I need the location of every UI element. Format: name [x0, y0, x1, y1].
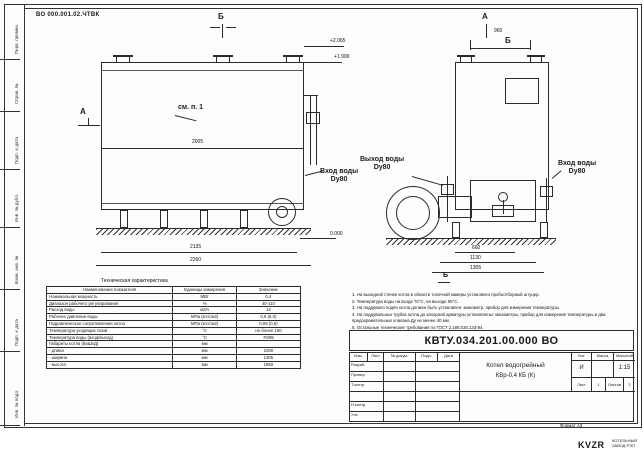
dim-960: 960	[494, 28, 503, 34]
technical-spec-table	[46, 286, 301, 369]
boiler-front-top-inner	[101, 70, 304, 71]
left-label-5: Подп. и дата	[14, 318, 19, 346]
dim-1305-line	[432, 272, 544, 273]
note-4: 4. На поддувальных трубах котла до запорной арматуры установлены: манометры, прибор для измерения температуры и два предохранительных клапана Ду не менее 40 мм.	[352, 312, 606, 324]
stamp-date-6	[416, 412, 460, 422]
stamp-role-tkontr: Т.контр.	[350, 382, 384, 392]
elevation-2065-line	[304, 46, 344, 47]
spec-r4-c0: Гидравлическое сопротивление котла	[47, 320, 173, 327]
spec-temp-c2: 70/95	[236, 334, 300, 341]
format-value-text: А3	[576, 423, 583, 428]
callout-inlet-left-dn: Dy80	[330, 176, 348, 184]
dim-1130-line	[440, 262, 536, 263]
section-line-a-vert	[486, 24, 487, 38]
stamp-role-blank	[350, 392, 384, 402]
stamp-sign-4	[384, 392, 416, 402]
stamp-col-list: Лист	[368, 353, 384, 362]
elevation-1900-line	[304, 62, 342, 63]
spec-r2-c1: м3/ч	[173, 307, 236, 314]
dim-2005: 2005	[192, 139, 204, 145]
section-b-right-tick	[470, 40, 471, 50]
spec-temp-c0: Температура воды (вход/выход)	[47, 334, 173, 341]
dim-1130: 1130	[470, 255, 481, 261]
view-mark-a-top: А	[482, 12, 488, 21]
stamp-sign-6	[384, 412, 416, 422]
side-top-nozzle-right-flange	[527, 55, 545, 57]
stamp-scale-header: Масштаб	[614, 353, 635, 361]
table-row	[47, 354, 301, 361]
spec-r7-c1: мм	[173, 348, 236, 355]
stamp-lit-value: И	[572, 361, 592, 378]
table-row	[47, 361, 301, 368]
callout-inlet-left-text: Вход воды	[320, 168, 359, 175]
stamp-sign-3	[384, 382, 416, 392]
support-leg-2	[160, 210, 168, 228]
burner-duct-side	[438, 196, 472, 218]
spec-temp-c1: °С	[173, 334, 236, 341]
ground-hatch-front	[96, 229, 311, 235]
stamp-col-data: Дата	[438, 353, 460, 362]
note-5: 5. Остальные технические требования по ГОСТ 2.188.030.133-84.	[352, 325, 484, 331]
outlet-riser-front-2	[316, 95, 317, 165]
spec-r1-c1: %	[173, 300, 236, 307]
stamp-product-sub-text: КВр-0,4 КБ (К)	[495, 373, 536, 379]
spec-r7-c2: 2260	[236, 348, 300, 355]
elevation-0000: 0.000	[330, 231, 343, 237]
company-logo	[578, 440, 605, 450]
elevation-1900: +1.900	[334, 54, 350, 60]
spec-r3-c1: МПа (кгс/см2)	[173, 314, 236, 321]
dim-2135: 2135	[190, 244, 202, 250]
spec-r5-c2: не более 150	[236, 327, 300, 334]
stamp-role-razrab: Разраб.	[350, 362, 384, 372]
burner-front-inner	[276, 206, 288, 218]
note-3: 3. На поддувало подён котла должен быть установлен: манометр, прибор для измерения температуры.	[352, 305, 560, 311]
dim-660: 660	[472, 245, 481, 251]
stamp-col-podp: Подп.	[416, 353, 438, 362]
spec-title: Техническая характеристика	[101, 278, 168, 284]
spec-r5-c1: °С	[173, 327, 236, 334]
view-mark-b-bottom-text: Б	[443, 272, 449, 279]
stamp-sheet-label: Лист	[572, 378, 592, 392]
elevation-0000-line	[300, 238, 336, 239]
side-hatch-panel	[505, 78, 539, 104]
spec-r8-c0: - ширина	[47, 354, 173, 361]
stamp-role-nkontr: Н.контр.	[350, 402, 384, 412]
stamp-sheet-num: 1	[592, 378, 606, 392]
dim-2260-line	[96, 265, 311, 266]
spec-r7-c0: - длина	[47, 348, 173, 355]
technical-notes	[352, 292, 614, 332]
section-b-right-line	[470, 48, 530, 49]
stamp-product-title-text: Котел водогрейный	[486, 362, 545, 369]
spec-header-0: Наименование показателя	[47, 287, 173, 294]
spec-r4-c1: МПа (кгс/см2)	[173, 320, 236, 327]
top-nozzle-mid-flange	[213, 55, 233, 57]
side-top-nozzle-left-flange	[457, 55, 475, 57]
spec-r2-c2: 14	[236, 307, 300, 314]
spec-r3-c0: Рабочее давление воды	[47, 314, 173, 321]
callout-see-note-text: см. п. 1	[178, 104, 203, 111]
stamp-lit-header: Лит.	[572, 353, 592, 361]
spec-r9-c0: - высота	[47, 361, 173, 368]
section-line-b-h1	[210, 27, 220, 28]
stamp-date-5	[416, 402, 460, 412]
spec-r0-c2: 0,4	[236, 293, 300, 300]
spec-r8-c2: 1305	[236, 354, 300, 361]
stamp-mass-header: Масса	[592, 353, 614, 361]
stamp-scale-value: 1:15	[614, 361, 635, 378]
stamp-role-prover: Провер.	[350, 372, 384, 382]
spec-r5-c0: Температура уходящих газов	[47, 327, 173, 334]
view-mark-b-right: Б	[505, 36, 511, 45]
boiler-body-front	[101, 62, 304, 210]
burner-plate	[492, 205, 514, 217]
section-b-bottom-line	[438, 282, 450, 283]
table-row	[47, 314, 301, 321]
stamp-sheets-label: Листов	[606, 378, 624, 392]
spec-r8-c1: мм	[173, 354, 236, 361]
designation-block	[349, 330, 634, 351]
callout-inlet-right-text: Вход воды	[558, 160, 597, 167]
table-row	[47, 293, 301, 300]
view-mark-b-top: Б	[218, 12, 224, 21]
dim-2260: 2260	[190, 257, 202, 263]
spec-header-1: Единицы измерения	[173, 287, 236, 294]
spec-header-row	[47, 287, 301, 294]
spec-r6-c1: мм	[173, 341, 236, 348]
section-arrow-a-left	[88, 118, 89, 126]
dim-660-line	[455, 252, 515, 253]
top-nozzle-right-flange	[283, 55, 303, 57]
note-1: 1. На выходной стенке котла в области топочной камеры установлен пробоотборный штуцер.	[352, 292, 540, 297]
callout-inlet-right-dn: Dy80	[568, 168, 586, 176]
spec-r9-c1: мм	[173, 361, 236, 368]
top-designation: ВО 000.001.02.ЧТВК	[36, 12, 100, 18]
outlet-riser-front	[310, 95, 311, 165]
side-valve-out	[441, 184, 454, 195]
callout-outlet-dn: Dy80	[373, 164, 391, 172]
table-row	[47, 307, 301, 314]
spec-r6-c2	[236, 341, 300, 348]
callout-see-note-1	[178, 104, 203, 112]
left-label-1: Справ. №	[14, 83, 19, 104]
left-label-0: Перв. примен.	[14, 23, 19, 54]
stamp-col-izm: Изм.	[350, 353, 368, 362]
stamp-sheets-num: 2	[624, 378, 635, 392]
spec-header-2: Значение	[236, 287, 300, 294]
side-support-right	[540, 222, 548, 238]
company-sub: КОТЕЛЬНЫЙ ЗАВОД РЭП	[612, 438, 638, 448]
support-leg-1	[120, 210, 128, 228]
stamp-mass-value	[592, 361, 614, 378]
table-row	[47, 320, 301, 327]
stamp-date-2	[416, 372, 460, 382]
outlet-valve-front	[306, 112, 320, 124]
left-label-4: Взам. инв. №	[14, 255, 19, 284]
callout-inlet-right	[558, 160, 596, 176]
spec-r2-c0: Расход воды	[47, 307, 173, 314]
top-nozzle-left-flange	[113, 55, 133, 57]
support-leg-4	[240, 210, 248, 228]
view-mark-b-bottom	[443, 272, 448, 279]
spec-r4-c2: 0,06 (0,6)	[236, 320, 300, 327]
stamp-sign-5	[384, 402, 416, 412]
dim-2135-line	[101, 252, 297, 253]
format-label	[560, 423, 582, 428]
ground-hatch-side	[386, 239, 556, 245]
side-support-left	[452, 222, 460, 238]
left-label-6: Инв. № подл.	[14, 389, 19, 418]
stamp-sign-2	[384, 372, 416, 382]
section-b-right-tick2	[530, 40, 531, 50]
spec-r0-c0: Номинальная мощность	[47, 293, 173, 300]
view-mark-a-left: А	[80, 107, 86, 116]
section-line-b-vert	[222, 24, 223, 38]
spec-r1-c2: 40-110	[236, 300, 300, 307]
side-riser-out	[447, 176, 448, 222]
format-label-text: Формат	[560, 423, 576, 428]
left-label-3: Инв. № дубл.	[14, 193, 19, 222]
section-line-b-h2	[226, 27, 236, 28]
spec-r6-c0: Габариты котла (ВхШхД)	[47, 341, 173, 348]
stamp-product-title	[460, 353, 572, 392]
callout-inlet-left	[320, 168, 358, 184]
stamp-date-1	[416, 362, 460, 372]
table-row	[47, 327, 301, 334]
spec-r1-c0: Диапазон рабочего регулирования	[47, 300, 173, 307]
dim-1305: 1305	[470, 265, 482, 271]
stamp-role-utv: Утв.	[350, 412, 384, 422]
callout-outlet	[360, 156, 404, 172]
support-leg-3	[200, 210, 208, 228]
spec-r3-c2: 0,6 (6,0)	[236, 314, 300, 321]
dim-2005-line	[101, 148, 304, 149]
elevation-2065: +2.065	[330, 38, 346, 44]
side-riser-in	[546, 178, 547, 222]
stamp-date-4	[416, 392, 460, 402]
left-label-2: Подп. и дата	[14, 136, 19, 164]
stamp-sign-1	[384, 362, 416, 372]
stamp-date-3	[416, 382, 460, 392]
callout-outlet-text: Выход воды	[360, 156, 405, 163]
table-row	[47, 300, 301, 307]
spec-r9-c2: 1950	[236, 361, 300, 368]
table-row	[47, 348, 301, 355]
company-logo-text: KVZR	[578, 440, 605, 450]
designation-text: КВТУ.034.201.00.000 ВО	[424, 334, 559, 347]
table-row	[47, 341, 301, 348]
note-2: 2. Температура воды на входе 70°С, на выходе 95°С.	[352, 298, 459, 304]
side-valve-in	[540, 186, 553, 197]
burner-side-inner	[396, 196, 430, 230]
section-line-a-horiz	[78, 125, 100, 126]
outlet-elbow-front	[304, 95, 318, 96]
spec-r0-c1: МВт	[173, 293, 236, 300]
stamp-col-docnum: № докум.	[384, 353, 416, 362]
table-row	[47, 334, 301, 341]
